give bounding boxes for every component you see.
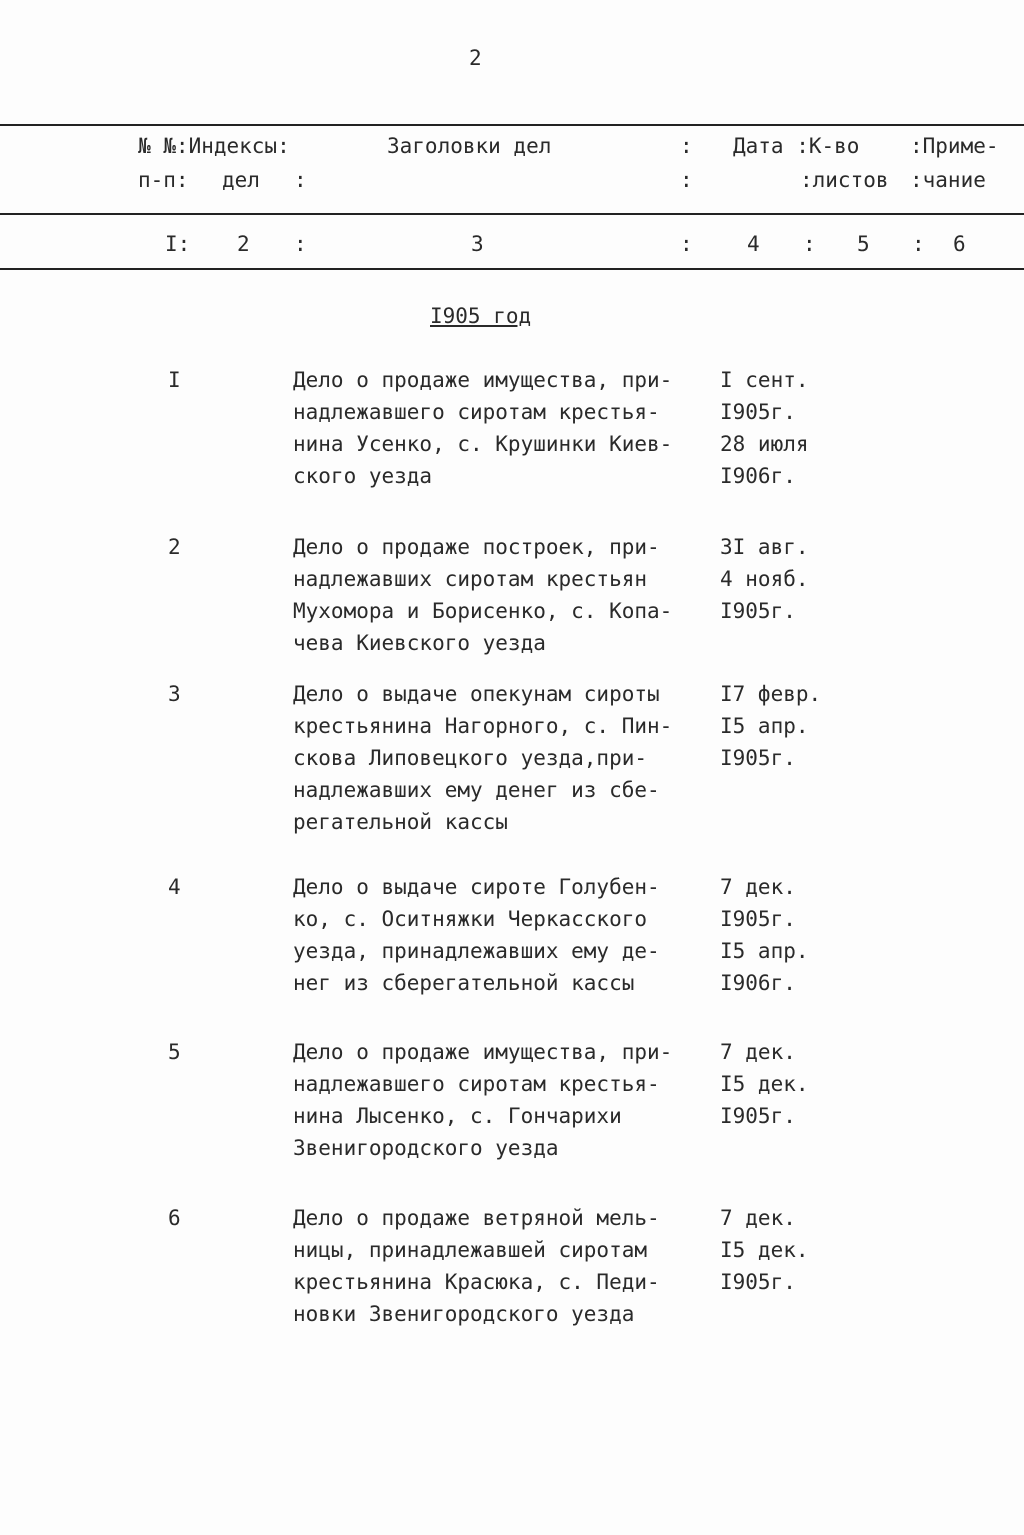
date-line: I сент. [720, 368, 809, 392]
header-cell: : [680, 168, 693, 192]
entry-title [293, 1040, 672, 1168]
entry-number: 2 [168, 535, 181, 559]
column-number: 2 [237, 232, 250, 256]
date-line: I5 дек. [720, 1072, 809, 1096]
column-number: 4 [747, 232, 760, 256]
header-cell: : [680, 134, 693, 158]
date-line: 7 дек. [720, 875, 796, 899]
title-line: уезда, принадлежавших ему де- [293, 939, 660, 963]
date-line: I905г. [720, 907, 796, 931]
date-line: I5 апр. [720, 939, 809, 963]
title-line: чева Киевского уезда [293, 631, 546, 655]
header-cell: дел [222, 168, 260, 192]
entry-dates [720, 682, 821, 778]
entry-dates [720, 1040, 809, 1136]
entry-number: 5 [168, 1040, 181, 1064]
date-line: I906г. [720, 464, 796, 488]
column-number: 3 [471, 232, 484, 256]
header-cell: п-п: [138, 168, 189, 192]
entry-dates [720, 875, 809, 1003]
header-cell: :листов [800, 168, 889, 192]
date-line: 3I авг. [720, 535, 809, 559]
title-line: крестьянина Красюка, с. Педи- [293, 1270, 660, 1294]
date-line: I905г. [720, 599, 796, 623]
entry-title [293, 682, 672, 842]
header-cell: :Приме- [910, 134, 999, 158]
header-cell: :чание [910, 168, 986, 192]
date-line: 28 июля [720, 432, 809, 456]
date-line: I905г. [720, 1104, 796, 1128]
entry-number: I [168, 368, 181, 392]
title-line: Дело о продаже имущества, при- [293, 368, 673, 392]
title-line: ского уезда [293, 464, 433, 488]
section-title: I905 год [430, 304, 532, 328]
date-line: 4 нояб. [720, 567, 809, 591]
column-number: 6 [953, 232, 966, 256]
entry-title [293, 875, 660, 1003]
title-line: надлежавших сиротам крестьян [293, 567, 648, 591]
title-line: нег из сберегательной кассы [293, 971, 635, 995]
header-cell: № №:Индексы: [138, 134, 290, 158]
entry-dates [720, 368, 809, 496]
entry-title [293, 1206, 660, 1334]
column-number: : [294, 232, 307, 256]
column-number: 5 [857, 232, 870, 256]
header-cell: : [294, 168, 307, 192]
date-line: 7 дек. [720, 1040, 796, 1064]
header-mid-rule [0, 213, 1024, 215]
title-line: надлежавшего сиротам крестья- [293, 400, 660, 424]
header-top-rule [0, 124, 1024, 126]
column-number: : [680, 232, 693, 256]
page-number: 2 [469, 46, 482, 70]
entry-title [293, 368, 672, 496]
date-line: I5 апр. [720, 714, 809, 738]
column-number: : [803, 232, 816, 256]
title-line: нина Лысенко, с. Гончарихи [293, 1104, 622, 1128]
date-line: I906г. [720, 971, 796, 995]
column-number: I: [165, 232, 191, 256]
title-line: ко, с. Оситняжки Черкасского [293, 907, 648, 931]
entry-title [293, 535, 672, 663]
entry-dates [720, 1206, 809, 1302]
date-line: I905г. [720, 1270, 796, 1294]
title-line: нина Усенко, с. Крушинки Киев- [293, 432, 673, 456]
title-line: новки Звенигородского уезда [293, 1302, 635, 1326]
title-line: Звенигородского уезда [293, 1136, 559, 1160]
header-bottom-rule [0, 268, 1024, 270]
header-cell: Дата :К-во [733, 134, 860, 158]
title-line: Дело о продаже имущества, при- [293, 1040, 673, 1064]
title-line: надлежавших ему денег из сбе- [293, 778, 660, 802]
date-line: I905г. [720, 400, 796, 424]
entry-number: 4 [168, 875, 181, 899]
date-line: I7 февр. [720, 682, 822, 706]
title-line: скова Липовецкого уезда,при- [293, 746, 648, 770]
date-line: I905г. [720, 746, 796, 770]
entry-number: 6 [168, 1206, 181, 1230]
title-line: Дело о выдаче сироте Голубен- [293, 875, 660, 899]
date-line: 7 дек. [720, 1206, 796, 1230]
title-line: Дело о продаже построек, при- [293, 535, 660, 559]
title-line: регательной кассы [293, 810, 508, 834]
title-line: надлежавшего сиротам крестья- [293, 1072, 660, 1096]
entry-dates [720, 535, 809, 631]
date-line: I5 дек. [720, 1238, 809, 1262]
title-line: Мухомора и Борисенко, с. Копа- [293, 599, 673, 623]
column-number: : [912, 232, 925, 256]
header-cell: Заголовки дел [387, 134, 552, 158]
title-line: Дело о выдаче опекунам сироты [293, 682, 660, 706]
title-line: ницы, принадлежавшей сиротам [293, 1238, 648, 1262]
entry-number: 3 [168, 682, 181, 706]
title-line: крестьянина Нагорного, с. Пин- [293, 714, 673, 738]
title-line: Дело о продаже ветряной мель- [293, 1206, 660, 1230]
